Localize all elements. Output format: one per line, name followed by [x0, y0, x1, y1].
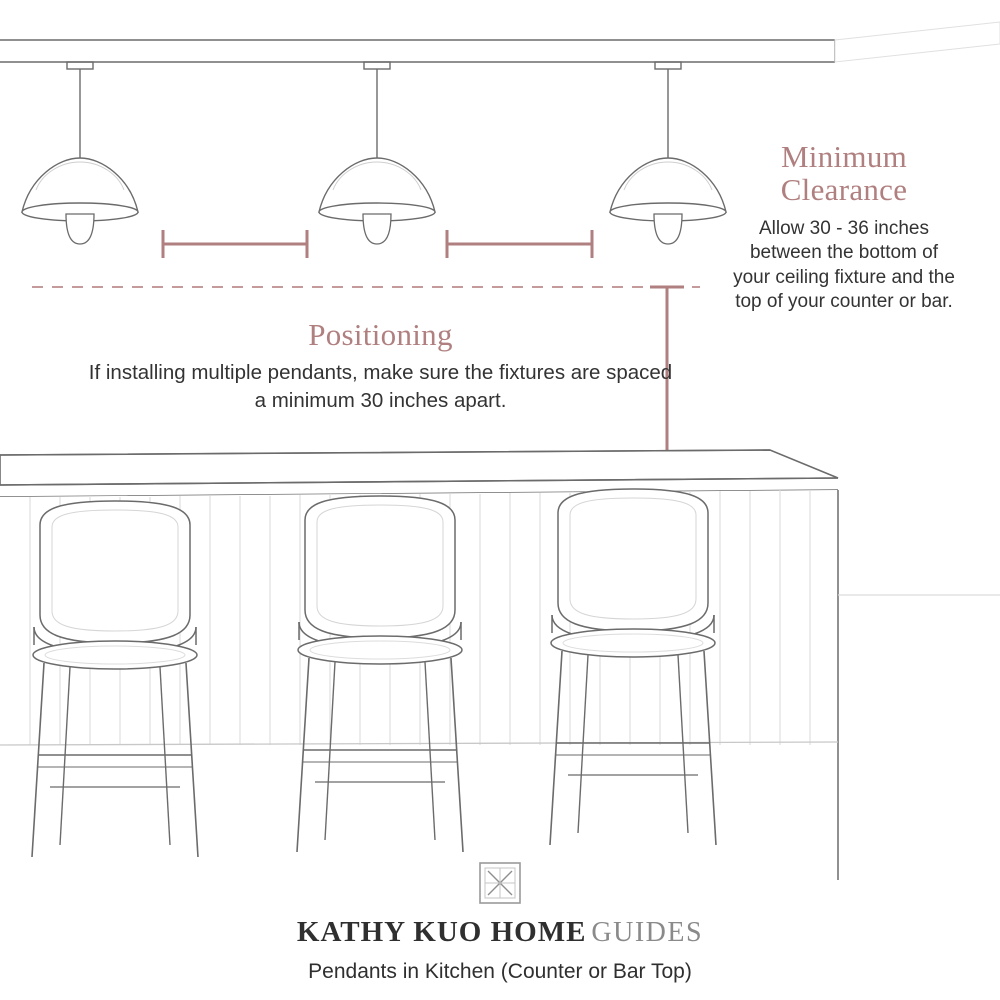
spacing-dimension-right: [447, 230, 592, 258]
positioning-annotation: [88, 318, 673, 415]
positioning-title: Positioning: [308, 317, 453, 352]
pendant-fixture-2: [319, 62, 435, 244]
kkh-monogram-icon: [479, 862, 521, 904]
brand-name: KATHY KUO HOME: [296, 916, 587, 948]
brand-wordmark: [0, 916, 1000, 949]
clearance-title-line-1: Minimum: [780, 139, 908, 174]
ceiling: [0, 22, 1000, 62]
pendant-fixture-3: [610, 62, 726, 244]
spacing-dimension-left: [163, 230, 307, 258]
clearance-title-line-2: Clearance: [780, 172, 908, 208]
clearance-body: Allow 30 - 36 inches between the bottom of your ceiling fixture and the top of your counter or bar.: [733, 217, 955, 312]
positioning-body: If installing multiple pendants, make sure the fixtures are spaced a minimum 30 inches apart.: [88, 361, 673, 413]
footer-subtitle: Pendants in Kitchen (Counter or Bar Top): [308, 960, 692, 983]
clearance-title: [732, 140, 956, 207]
clearance-annotation: [732, 140, 956, 314]
footer: [0, 862, 1000, 984]
pendant-fixture-1: [22, 62, 138, 244]
brand-suffix: GUIDES: [591, 917, 704, 948]
